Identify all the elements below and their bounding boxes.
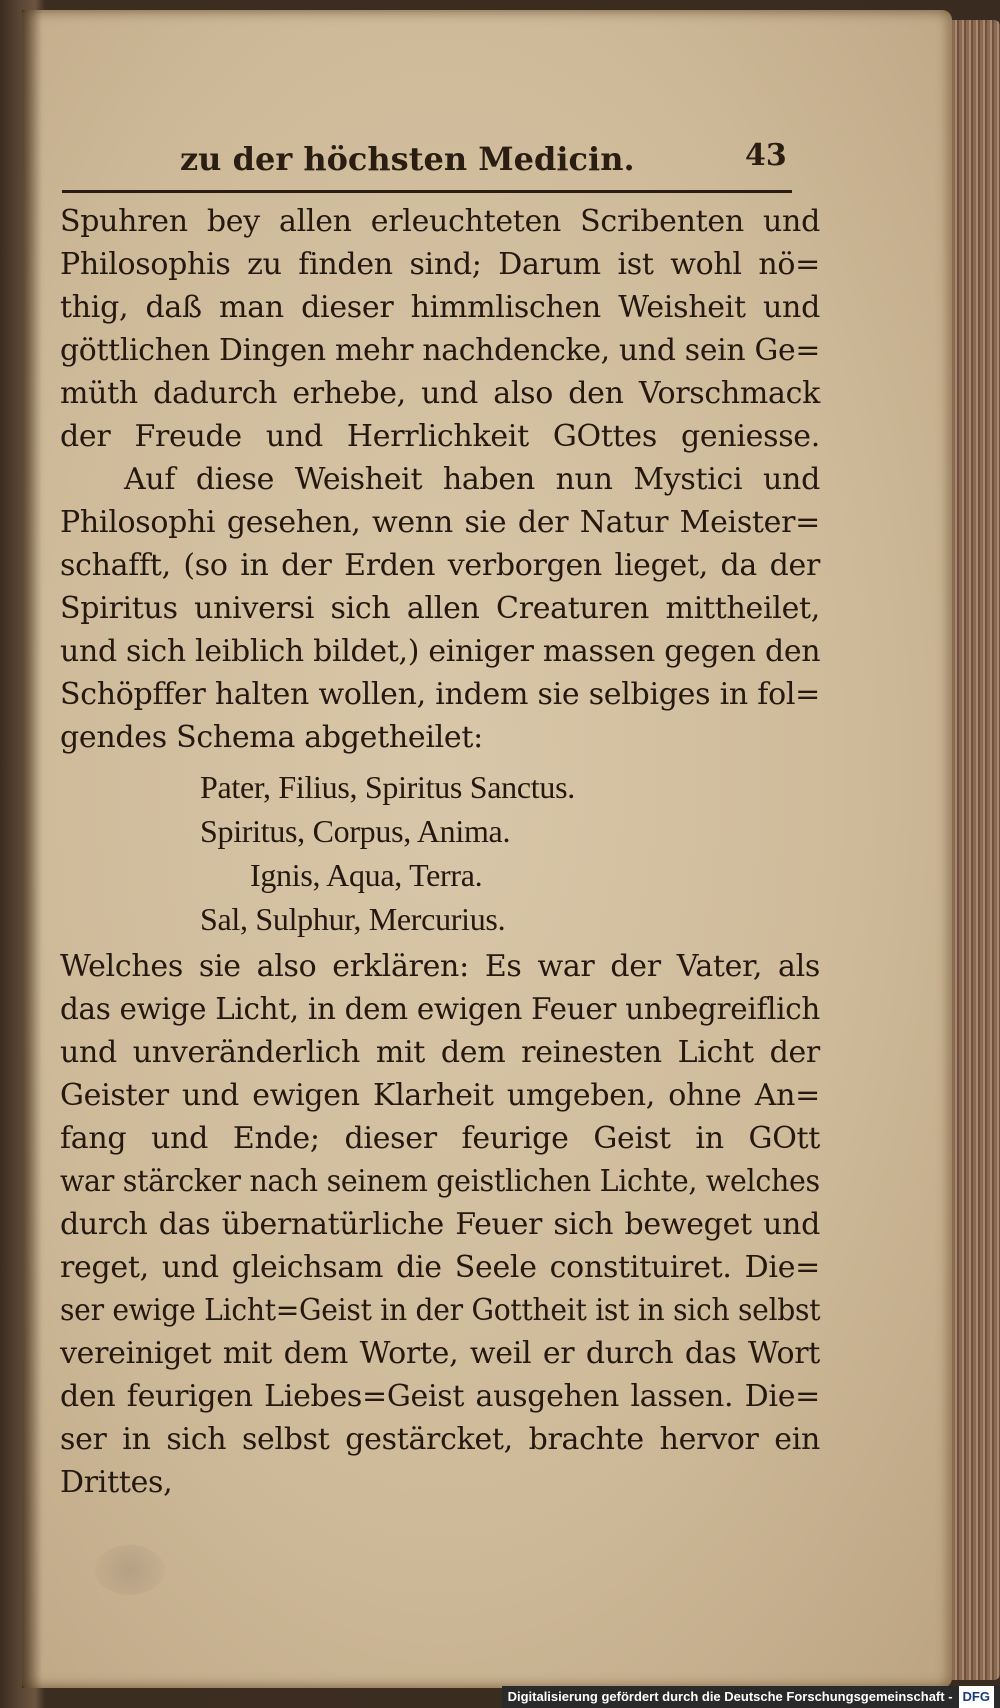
page-body [60,200,820,1504]
text-line: vereiniget mit dem Worte, weil er durch das Wort [60,1336,821,1371]
paragraph-2 [60,458,820,759]
paragraph-3 [60,945,820,1461]
text-line: fang und Ende; dieser feurige Geist in GOtt [60,1121,821,1156]
schema-line: Spiritus, Corpus, Anima. [200,813,511,849]
text-line: und sich leiblich bildet,) einiger massen gegen den [60,634,821,669]
header-rule [62,190,792,193]
schema-line: Sal, Sulphur, Mercurius. [200,901,506,937]
running-head-title: zu der höchsten Medicin. [180,140,635,178]
text-line: Welches sie also erklären: Es war der Vater, als [60,949,821,984]
schema-line: Pater, Filius, Spiritus Sanctus. [200,769,575,805]
page-stain [95,1545,165,1595]
text-line: Spiritus universi sich allen Creaturen mittheilet, [60,591,821,626]
digitization-credit [502,1686,1000,1708]
schema-block [60,765,820,941]
gutter-shadow [22,10,42,1688]
schema-line: Ignis, Aqua, Terra. [250,857,483,893]
dfg-logo: DFG [959,1686,994,1708]
text-line: reget, und gleichsam die Seele constituiret. Die= [60,1250,821,1285]
text-line: ser in sich selbst gestärcket, brachte hervor ein [60,1422,821,1457]
text-line: Geister und ewigen Klarheit umgeben, ohne An= [60,1078,820,1113]
catchword: Drittes, [60,1465,173,1500]
text-line: gendes Schema abgetheilet: [60,720,483,755]
text-line: den feurigen Liebes=Geist ausgehen lassen. Die= [60,1379,821,1414]
text-line: Philosophis zu finden sind; Darum ist wohl nö= [60,247,821,282]
text-line: schafft, (so in der Erden verborgen lieget, da der [60,548,820,583]
text-line: Philosophi gesehen, wenn sie der Natur Meister= [60,505,821,540]
text-line: göttlichen Dingen mehr nachdencke, und sein Ge= [60,333,821,368]
text-line: Auf diese Weisheit haben nun Mystici und [124,462,820,497]
text-line: ser ewige Licht=Geist in der Gottheit ist in sich selbst [60,1293,821,1328]
text-line: Spuhren bey allen erleuchteten Scribenten und [60,204,820,239]
text-line: müth dadurch erhebe, und also den Vorschmack [60,376,820,411]
text-line: und unveränderlich mit dem reinesten Licht der [60,1035,820,1070]
text-line: das ewige Licht, in dem ewigen Feuer unbegreiflich [60,992,821,1027]
credit-text: Digitalisierung gefördert durch die Deutsche Forschungsgemeinschaft - [507,1689,953,1704]
text-line: durch das übernatürliche Feuer sich beweget und [60,1207,820,1242]
text-line: thig, daß man dieser himmlischen Weisheit und [60,290,820,325]
text-line: war stärcker nach seinem geistlichen Lichte, welches [60,1164,820,1199]
page-number: 43 [745,138,787,173]
paragraph-1 [60,200,820,458]
text-line: Schöpffer halten wollen, indem sie selbiges in fol= [60,677,820,712]
page-edges [952,20,1000,1680]
text-line: der Freude und Herrlichkeit GOttes geniesse. [60,419,820,454]
